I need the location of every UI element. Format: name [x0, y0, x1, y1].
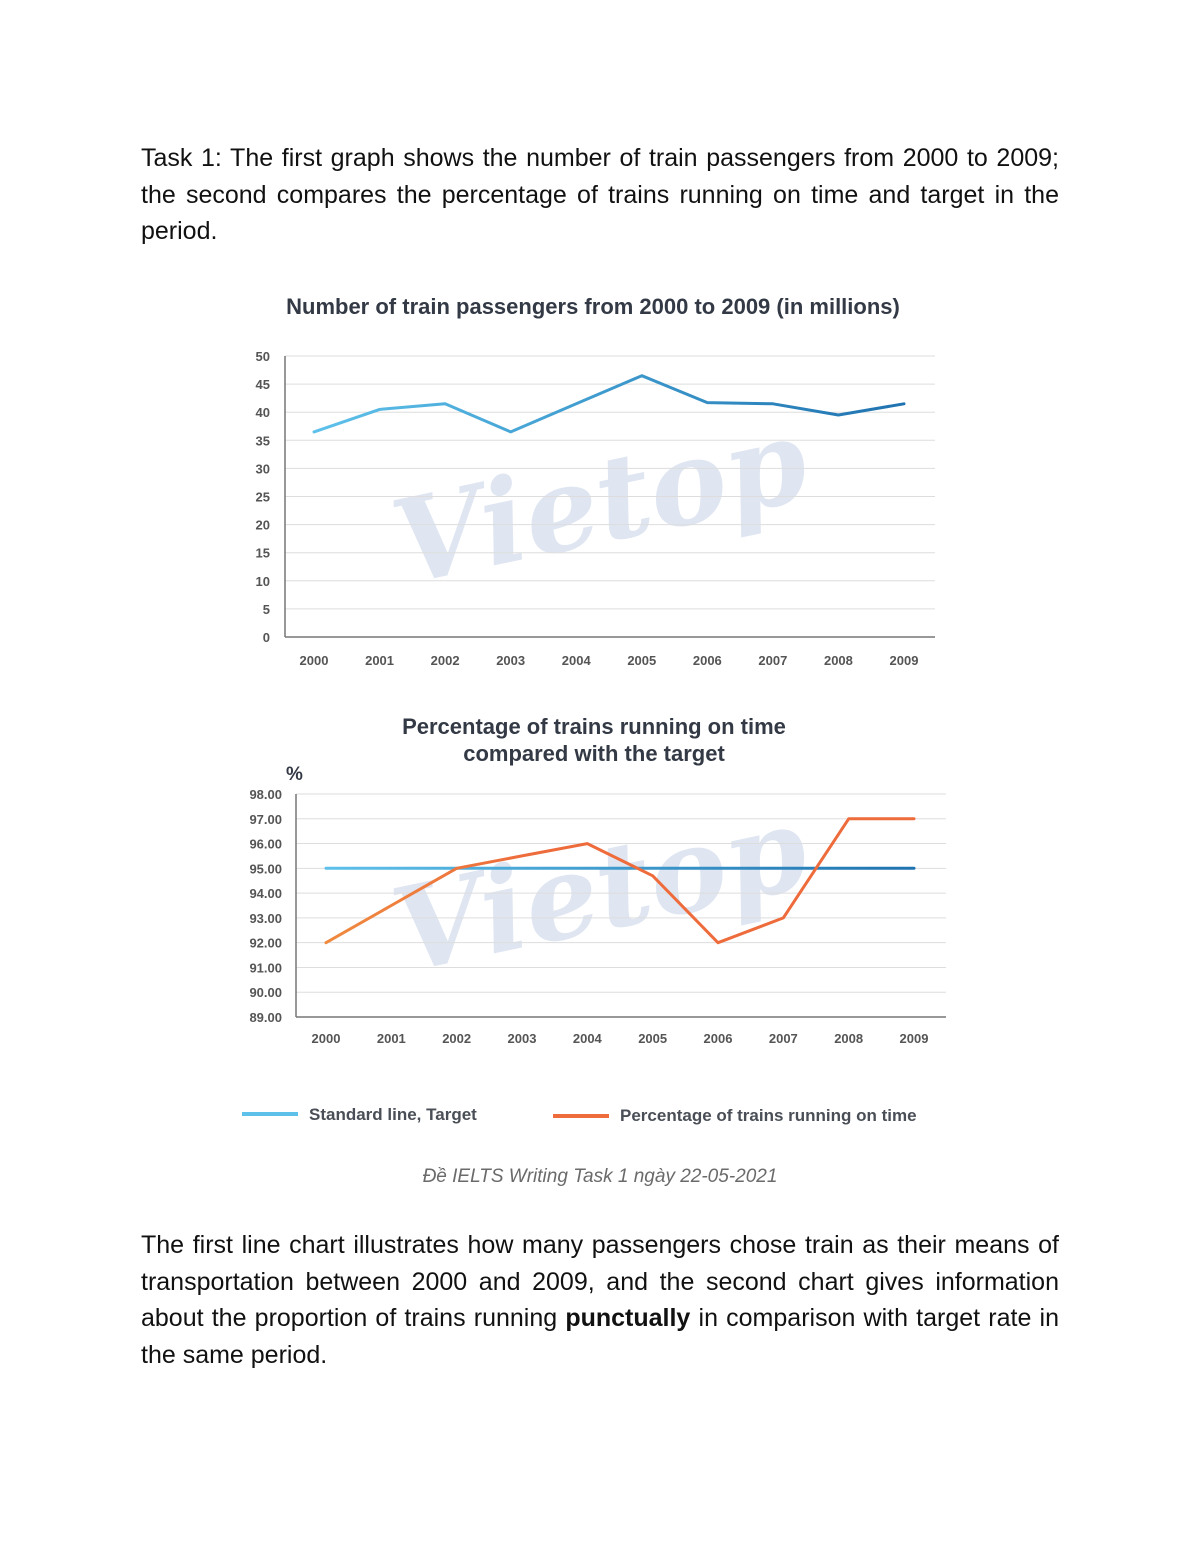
- y-tick-label: 89.00: [249, 1010, 282, 1025]
- x-tick-label: 2006: [703, 1031, 733, 1046]
- on-time-chart: [0, 700, 1200, 1150]
- chart2-y-unit: %: [286, 764, 303, 785]
- y-tick-label: 30: [255, 461, 270, 477]
- watermark: Vietop: [381, 780, 819, 1000]
- x-tick-label: 2004: [572, 1031, 602, 1046]
- x-tick-label: 2009: [889, 653, 919, 668]
- body-bold-word: punctually: [565, 1304, 691, 1332]
- y-tick-label: 91.00: [249, 960, 282, 976]
- x-tick-label: 2000: [311, 1031, 341, 1046]
- y-tick-label: 93.00: [249, 910, 282, 926]
- x-tick-label: 2005: [627, 653, 657, 668]
- x-tick-label: 2001: [365, 653, 395, 668]
- passengers-chart: [0, 280, 1200, 680]
- y-tick-label: 40: [255, 405, 270, 421]
- x-tick-label: 2007: [758, 653, 788, 668]
- x-tick-label: 2001: [376, 1031, 406, 1046]
- watermark: Vietop: [381, 392, 819, 612]
- body-text-start: The first line chart illustrates how many passengers chose train as their means of transportation between 2000 and 2009, and the second chart gives information about the proportion of trains running: [141, 1231, 1059, 1332]
- chart2-legend: [242, 1105, 917, 1125]
- y-tick-label: 95.00: [249, 861, 282, 877]
- body-text-end: in comparison with target rate in the same period.: [141, 1304, 1059, 1369]
- x-tick-label: 2006: [692, 653, 722, 668]
- y-tick-label: 94.00: [249, 886, 282, 902]
- x-tick-label: 2003: [507, 1031, 537, 1046]
- legend-target-label: Standard line, Target: [309, 1105, 477, 1124]
- y-tick-label: 35: [255, 433, 270, 449]
- legend-on-time-label: Percentage of trains running on time: [620, 1106, 917, 1125]
- y-tick-label: 97.00: [249, 811, 282, 827]
- x-tick-label: 2002: [442, 1031, 472, 1046]
- y-tick-label: 0: [262, 630, 270, 645]
- chart2-title-line1: Percentage of trains running on time: [402, 714, 786, 739]
- y-tick-label: 5: [262, 601, 270, 617]
- x-tick-label: 2008: [823, 653, 853, 668]
- chart1-title: Number of train passengers from 2000 to 2009 (in millions): [286, 294, 900, 319]
- y-tick-label: 92.00: [249, 935, 282, 951]
- x-tick-label: 2007: [768, 1031, 798, 1046]
- y-tick-label: 45: [255, 377, 270, 393]
- y-tick-label: 50: [255, 349, 270, 364]
- y-tick-label: 90.00: [249, 985, 282, 1001]
- figure-caption: Đề IELTS Writing Task 1 ngày 22-05-2021: [422, 1166, 778, 1187]
- y-tick-label: 96.00: [249, 836, 282, 852]
- y-tick-label: 20: [255, 517, 270, 533]
- x-tick-label: 2003: [496, 653, 526, 668]
- y-tick-label: 10: [255, 573, 270, 589]
- y-tick-label: 25: [255, 489, 270, 505]
- x-tick-label: 2008: [834, 1031, 864, 1046]
- x-tick-label: 2005: [638, 1031, 668, 1046]
- x-tick-label: 2002: [430, 653, 460, 668]
- x-tick-label: 2000: [299, 653, 329, 668]
- chart2-title-line2: compared with the target: [463, 741, 725, 766]
- task-description: Task 1: The first graph shows the number of train passengers from 2000 to 2009; the second compares the percentage of trains running on time and target in the period.: [141, 144, 1059, 245]
- x-tick-label: 2009: [899, 1031, 929, 1046]
- y-tick-label: 15: [255, 545, 270, 561]
- y-tick-label: 98.00: [249, 787, 282, 802]
- body-paragraph: [141, 1227, 1059, 1373]
- x-tick-label: 2004: [561, 653, 591, 668]
